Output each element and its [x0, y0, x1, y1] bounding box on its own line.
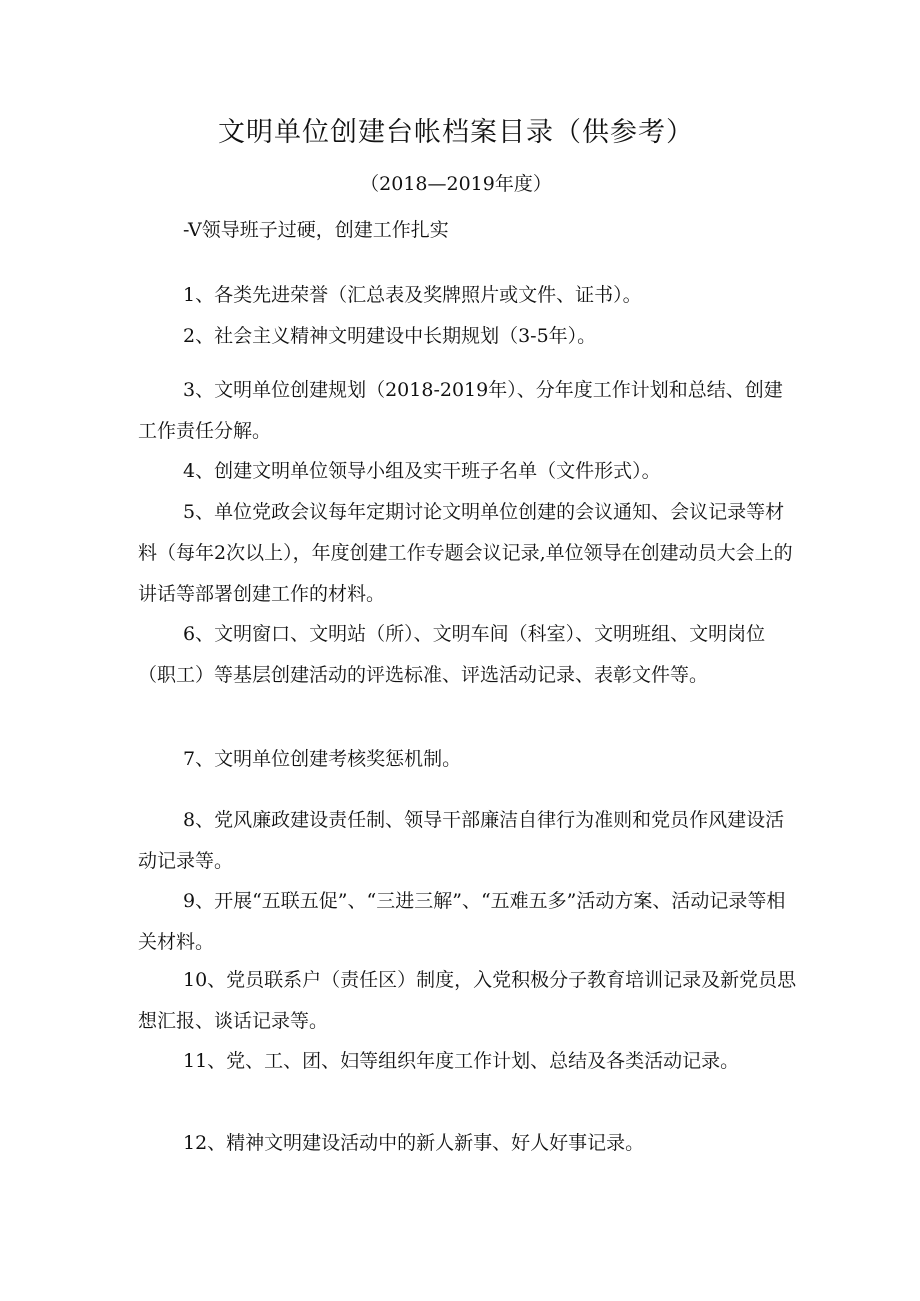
list-item: 4、创建文明单位领导小组及实干班子名单（文件形式）。 — [183, 460, 661, 482]
list-item: 5、单位党政会议每年定期讨论文明单位创建的会议通知、会议记录等材料（每年2次以上），年度创建工作专题会议记录,单位领导在创建动员大会上的讲话等部署创建工作的材料。 — [138, 501, 793, 605]
document-subtitle: （2018—2019年度） — [360, 173, 552, 195]
list-item: 6、文明窗口、文明站（所）、文明车间（科室）、文明班组、文明岗位（职工）等基层创建活动的评选标准、评选活动记录、表彰文件等。 — [138, 623, 766, 686]
list-item: 8、党风廉政建设责任制、领导干部廉洁自律行为准则和党员作风建设活动记录等。 — [138, 809, 785, 872]
list-item: 7、文明单位创建考核奖惩机制。 — [183, 748, 462, 770]
list-item: 10、党员联系户（责任区）制度，入党积极分子教育培训记录及新党员思想汇报、谈话记录等。 — [138, 969, 797, 1032]
list-item: 2、社会主义精神文明建设中长期规划（3-5年）。 — [183, 325, 597, 347]
section-heading: -V领导班子过硬，创建工作扎实 — [183, 219, 449, 241]
list-item: 11、党、工、团、妇等组织年度工作计划、总结及各类活动记录。 — [183, 1050, 740, 1072]
list-item: 3、文明单位创建规划（2018-2019年）、分年度工作计划和总结、创建工作责任分解。 — [138, 379, 783, 442]
list-item: 9、开展“五联五促”、“三进三解”、“五难五多”活动方案、活动记录等相关材料。 — [138, 890, 786, 953]
list-item: 12、精神文明建设活动中的新人新事、好人好事记录。 — [183, 1132, 645, 1154]
document-title: 文明单位创建台帐档案目录（供参考） — [218, 117, 694, 148]
list-item: 1、各类先进荣誉（汇总表及奖牌照片或文件、证书）。 — [183, 284, 642, 306]
